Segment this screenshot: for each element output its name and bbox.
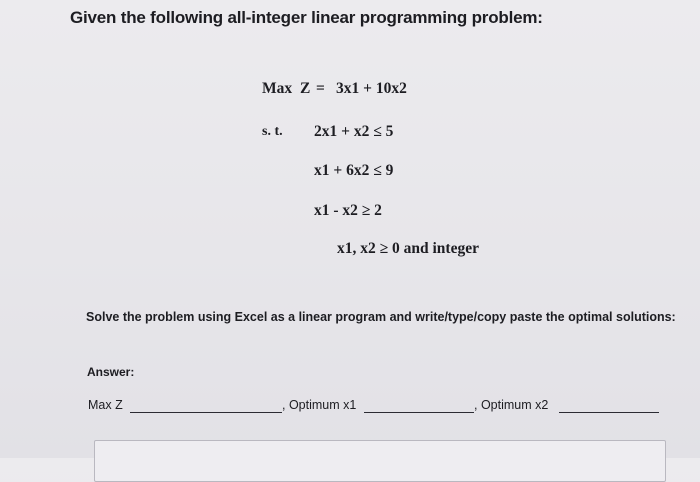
optimum-x2-label: , Optimum x2 [474, 398, 549, 412]
st-label: s. t. [262, 124, 283, 139]
max-z-label: Max Z [88, 398, 123, 412]
optimum-x1-label: , Optimum x1 [282, 398, 357, 412]
objective-label: Max [262, 80, 293, 97]
optimum-x2-blank[interactable] [559, 412, 659, 413]
max-z-blank[interactable] [130, 412, 282, 413]
instruction-text: Solve the problem using Excel as a linear program and write/type/copy paste the optimal solutions: [86, 310, 676, 324]
constraint-1: 2x1 + x2 ≤ 5 [314, 123, 394, 140]
answer-label: Answer: [87, 365, 135, 379]
objective-var: Z [300, 80, 311, 97]
constraint-3: x1 - x2 ≥ 2 [314, 202, 382, 219]
nonnegativity-constraint: x1, x2 ≥ 0 and integer [337, 240, 479, 257]
objective-eq: = [316, 80, 325, 97]
problem-heading: Given the following all-integer linear programming problem: [70, 8, 543, 27]
objective-expression: 3x1 + 10x2 [336, 80, 407, 97]
constraint-2: x1 + 6x2 ≤ 9 [314, 162, 394, 179]
answer-text-field[interactable] [94, 440, 666, 482]
optimum-x1-blank[interactable] [364, 412, 474, 413]
